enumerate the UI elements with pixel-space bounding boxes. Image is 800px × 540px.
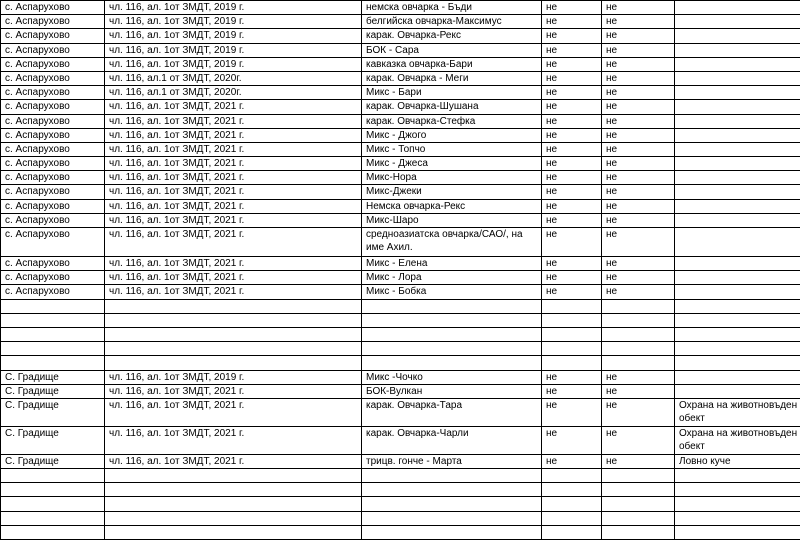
purpose-cell: [675, 257, 800, 271]
legal-basis-cell: чл. 116, ал. 1от ЗМДТ, 2021 г.: [105, 271, 362, 285]
flag-a-cell: не: [542, 228, 602, 257]
dog-breed-name-cell: Микс - Лора: [362, 271, 542, 285]
village-cell: [1, 327, 105, 341]
dog-breed-name-cell: БОК-Вулкан: [362, 384, 542, 398]
dog-breed-name-cell: [362, 313, 542, 327]
legal-basis-cell: чл. 116, ал.1 от ЗМДТ, 2020г.: [105, 86, 362, 100]
purpose-cell: [675, 43, 800, 57]
village-cell: [1, 342, 105, 356]
legal-basis-cell: чл. 116, ал. 1от ЗМДТ, 2019 г.: [105, 15, 362, 29]
village-cell: [1, 313, 105, 327]
dog-breed-name-cell: карак. Овчарка-Стефка: [362, 114, 542, 128]
dog-breed-name-cell: Микс - Бари: [362, 86, 542, 100]
flag-a-cell: не: [542, 384, 602, 398]
table-row: [1, 43, 800, 57]
table-row: [1, 384, 800, 398]
flag-a-cell: [542, 342, 602, 356]
village-cell: с. Аспарухово: [1, 142, 105, 156]
village-cell: с. Аспарухово: [1, 185, 105, 199]
village-cell: [1, 511, 105, 525]
purpose-cell: [675, 497, 800, 511]
purpose-cell: [675, 342, 800, 356]
legal-basis-cell: [105, 327, 362, 341]
legal-basis-cell: чл. 116, ал. 1от ЗМДТ, 2019 г.: [105, 57, 362, 71]
table-row: [1, 213, 800, 227]
legal-basis-cell: чл. 116, ал. 1от ЗМДТ, 2021 г.: [105, 185, 362, 199]
legal-basis-cell: чл. 116, ал.1 от ЗМДТ, 2020г.: [105, 71, 362, 85]
village-cell: с. Аспарухово: [1, 257, 105, 271]
dog-breed-name-cell: Микс - Джого: [362, 128, 542, 142]
village-cell: с. Аспарухово: [1, 199, 105, 213]
dog-breed-name-cell: карак. Овчарка - Меги: [362, 71, 542, 85]
flag-b-cell: [602, 497, 675, 511]
table-row: [1, 299, 800, 313]
flag-a-cell: [542, 356, 602, 370]
legal-basis-cell: [105, 497, 362, 511]
table-row: [1, 114, 800, 128]
purpose-cell: [675, 100, 800, 114]
purpose-cell: [675, 271, 800, 285]
purpose-cell: [675, 525, 800, 539]
flag-b-cell: не: [602, 100, 675, 114]
table-row: [1, 228, 800, 257]
flag-a-cell: не: [542, 86, 602, 100]
purpose-cell: [675, 171, 800, 185]
flag-a-cell: [542, 497, 602, 511]
legal-basis-cell: [105, 313, 362, 327]
village-cell: с. Аспарухово: [1, 57, 105, 71]
flag-a-cell: не: [542, 71, 602, 85]
purpose-cell: [675, 213, 800, 227]
village-cell: с. Аспарухово: [1, 71, 105, 85]
table-row: [1, 469, 800, 483]
table-row: [1, 71, 800, 85]
flag-a-cell: не: [542, 114, 602, 128]
purpose-cell: [675, 57, 800, 71]
flag-a-cell: [542, 299, 602, 313]
flag-b-cell: не: [602, 15, 675, 29]
dog-breed-name-cell: карак. Овчарка-Рекс: [362, 29, 542, 43]
flag-a-cell: не: [542, 128, 602, 142]
table-row: [1, 356, 800, 370]
table-row: [1, 171, 800, 185]
dog-breed-name-cell: [362, 342, 542, 356]
village-cell: с. Аспарухово: [1, 228, 105, 257]
table-row: [1, 370, 800, 384]
table-row: [1, 483, 800, 497]
village-cell: С. Градище: [1, 370, 105, 384]
purpose-cell: [675, 313, 800, 327]
table-row: [1, 128, 800, 142]
legal-basis-cell: чл. 116, ал. 1от ЗМДТ, 2021 г.: [105, 213, 362, 227]
dog-breed-name-cell: Микс -Чочко: [362, 370, 542, 384]
village-cell: с. Аспарухово: [1, 15, 105, 29]
dog-breed-name-cell: средноазиатска овчарка/САО/, на име Ахил.: [362, 228, 542, 257]
flag-b-cell: не: [602, 370, 675, 384]
table-row: [1, 15, 800, 29]
flag-a-cell: не: [542, 426, 602, 454]
village-cell: [1, 356, 105, 370]
purpose-cell: [675, 86, 800, 100]
table-row: [1, 313, 800, 327]
flag-b-cell: [602, 483, 675, 497]
dog-breed-name-cell: карак. Овчарка-Шушана: [362, 100, 542, 114]
table-row: [1, 342, 800, 356]
purpose-cell: [675, 128, 800, 142]
dog-breed-name-cell: белгийска овчарка-Максимус: [362, 15, 542, 29]
dog-breed-name-cell: Микс-Нора: [362, 171, 542, 185]
flag-b-cell: не: [602, 271, 675, 285]
flag-a-cell: [542, 511, 602, 525]
dog-breed-name-cell: [362, 511, 542, 525]
flag-b-cell: [602, 525, 675, 539]
flag-b-cell: [602, 327, 675, 341]
purpose-cell: [675, 327, 800, 341]
flag-a-cell: [542, 483, 602, 497]
legal-basis-cell: чл. 116, ал. 1от ЗМДТ, 2021 г.: [105, 128, 362, 142]
purpose-cell: [675, 299, 800, 313]
flag-a-cell: не: [542, 157, 602, 171]
flag-a-cell: не: [542, 199, 602, 213]
flag-a-cell: не: [542, 285, 602, 299]
table-row: [1, 86, 800, 100]
table-row: [1, 454, 800, 468]
dog-breed-name-cell: трицв. гонче - Марта: [362, 454, 542, 468]
flag-a-cell: не: [542, 213, 602, 227]
legal-basis-cell: чл. 116, ал. 1от ЗМДТ, 2019 г.: [105, 29, 362, 43]
flag-b-cell: не: [602, 43, 675, 57]
flag-a-cell: не: [542, 271, 602, 285]
dog-breed-name-cell: немска овчарка - Бъди: [362, 1, 542, 15]
table-row: [1, 257, 800, 271]
legal-basis-cell: чл. 116, ал. 1от ЗМДТ, 2019 г.: [105, 1, 362, 15]
purpose-cell: [675, 114, 800, 128]
dog-breed-name-cell: [362, 525, 542, 539]
flag-b-cell: [602, 511, 675, 525]
purpose-cell: [675, 384, 800, 398]
village-cell: с. Аспарухово: [1, 285, 105, 299]
village-cell: [1, 525, 105, 539]
village-cell: с. Аспарухово: [1, 213, 105, 227]
legal-basis-cell: чл. 116, ал. 1от ЗМДТ, 2021 г.: [105, 426, 362, 454]
flag-b-cell: не: [602, 213, 675, 227]
purpose-cell: [675, 469, 800, 483]
purpose-cell: Ловно куче: [675, 454, 800, 468]
table-row: [1, 426, 800, 454]
purpose-cell: [675, 15, 800, 29]
flag-a-cell: не: [542, 370, 602, 384]
flag-b-cell: не: [602, 228, 675, 257]
village-cell: [1, 483, 105, 497]
table-row: [1, 185, 800, 199]
flag-b-cell: не: [602, 157, 675, 171]
flag-a-cell: [542, 327, 602, 341]
legal-basis-cell: чл. 116, ал. 1от ЗМДТ, 2021 г.: [105, 257, 362, 271]
flag-a-cell: не: [542, 185, 602, 199]
village-cell: с. Аспарухово: [1, 157, 105, 171]
flag-b-cell: [602, 313, 675, 327]
legal-basis-cell: чл. 116, ал. 1от ЗМДТ, 2021 г.: [105, 398, 362, 426]
flag-a-cell: не: [542, 15, 602, 29]
purpose-cell: [675, 511, 800, 525]
table-row: [1, 327, 800, 341]
village-cell: с. Аспарухово: [1, 1, 105, 15]
table-row: [1, 525, 800, 539]
flag-b-cell: не: [602, 185, 675, 199]
village-cell: с. Аспарухово: [1, 271, 105, 285]
legal-basis-cell: [105, 469, 362, 483]
legal-basis-cell: [105, 483, 362, 497]
flag-a-cell: [542, 469, 602, 483]
dog-breed-name-cell: [362, 497, 542, 511]
table-row: [1, 157, 800, 171]
purpose-cell: [675, 370, 800, 384]
flag-b-cell: не: [602, 285, 675, 299]
legal-basis-cell: чл. 116, ал. 1от ЗМДТ, 2021 г.: [105, 384, 362, 398]
legal-basis-cell: чл. 116, ал. 1от ЗМДТ, 2021 г.: [105, 199, 362, 213]
village-cell: С. Градище: [1, 426, 105, 454]
table-row: [1, 100, 800, 114]
purpose-cell: [675, 142, 800, 156]
legal-basis-cell: чл. 116, ал. 1от ЗМДТ, 2021 г.: [105, 454, 362, 468]
flag-b-cell: [602, 356, 675, 370]
legal-basis-cell: чл. 116, ал. 1от ЗМДТ, 2021 г.: [105, 114, 362, 128]
legal-basis-cell: чл. 116, ал. 1от ЗМДТ, 2021 г.: [105, 142, 362, 156]
flag-b-cell: не: [602, 384, 675, 398]
dog-breed-name-cell: карак. Овчарка-Тара: [362, 398, 542, 426]
legal-basis-cell: чл. 116, ал. 1от ЗМДТ, 2021 г.: [105, 228, 362, 257]
flag-a-cell: не: [542, 1, 602, 15]
table-row: [1, 497, 800, 511]
dog-breed-name-cell: кавказка овчарка-Бари: [362, 57, 542, 71]
flag-b-cell: не: [602, 128, 675, 142]
dog-breed-name-cell: [362, 299, 542, 313]
flag-a-cell: не: [542, 398, 602, 426]
flag-a-cell: не: [542, 171, 602, 185]
purpose-cell: [675, 356, 800, 370]
legal-basis-cell: чл. 116, ал. 1от ЗМДТ, 2019 г.: [105, 370, 362, 384]
flag-a-cell: не: [542, 43, 602, 57]
flag-b-cell: не: [602, 1, 675, 15]
legal-basis-cell: [105, 511, 362, 525]
table-row: [1, 142, 800, 156]
flag-b-cell: не: [602, 29, 675, 43]
purpose-cell: [675, 185, 800, 199]
village-cell: С. Градище: [1, 384, 105, 398]
table-row: [1, 271, 800, 285]
flag-b-cell: не: [602, 171, 675, 185]
dog-breed-name-cell: Микс - Джеса: [362, 157, 542, 171]
dog-breed-name-cell: Микс - Елена: [362, 257, 542, 271]
table-row: [1, 199, 800, 213]
table-row: [1, 1, 800, 15]
table-row: [1, 285, 800, 299]
legal-basis-cell: чл. 116, ал. 1от ЗМДТ, 2021 г.: [105, 171, 362, 185]
table-row: [1, 29, 800, 43]
purpose-cell: Охрана на животновъден обект: [675, 398, 800, 426]
village-cell: [1, 299, 105, 313]
flag-b-cell: [602, 299, 675, 313]
village-cell: с. Аспарухово: [1, 43, 105, 57]
table-row: [1, 511, 800, 525]
dog-breed-name-cell: [362, 327, 542, 341]
flag-a-cell: не: [542, 57, 602, 71]
flag-b-cell: не: [602, 426, 675, 454]
flag-a-cell: не: [542, 100, 602, 114]
dog-breed-name-cell: [362, 483, 542, 497]
dog-breed-name-cell: Немска овчарка-Рекс: [362, 199, 542, 213]
flag-b-cell: не: [602, 114, 675, 128]
village-cell: С. Градище: [1, 454, 105, 468]
flag-a-cell: не: [542, 142, 602, 156]
dog-breed-name-cell: Микс-Шаро: [362, 213, 542, 227]
table-row: [1, 398, 800, 426]
village-cell: с. Аспарухово: [1, 171, 105, 185]
purpose-cell: [675, 285, 800, 299]
flag-b-cell: не: [602, 142, 675, 156]
dog-breed-name-cell: [362, 356, 542, 370]
purpose-cell: [675, 71, 800, 85]
dog-breed-name-cell: [362, 469, 542, 483]
legal-basis-cell: [105, 356, 362, 370]
legal-basis-cell: чл. 116, ал. 1от ЗМДТ, 2021 г.: [105, 285, 362, 299]
village-cell: [1, 497, 105, 511]
purpose-cell: [675, 29, 800, 43]
flag-a-cell: не: [542, 454, 602, 468]
purpose-cell: [675, 483, 800, 497]
village-cell: с. Аспарухово: [1, 29, 105, 43]
dog-breed-name-cell: БОК - Сара: [362, 43, 542, 57]
dog-breed-name-cell: Микс - Топчо: [362, 142, 542, 156]
legal-basis-cell: [105, 299, 362, 313]
flag-a-cell: не: [542, 257, 602, 271]
village-cell: С. Градище: [1, 398, 105, 426]
dog-breed-name-cell: Микс-Джеки: [362, 185, 542, 199]
purpose-cell: [675, 1, 800, 15]
purpose-cell: [675, 228, 800, 257]
village-cell: с. Аспарухово: [1, 114, 105, 128]
flag-a-cell: [542, 313, 602, 327]
flag-b-cell: не: [602, 199, 675, 213]
flag-a-cell: не: [542, 29, 602, 43]
purpose-cell: [675, 199, 800, 213]
flag-b-cell: [602, 469, 675, 483]
flag-b-cell: не: [602, 86, 675, 100]
dog-breed-name-cell: карак. Овчарка-Чарли: [362, 426, 542, 454]
purpose-cell: [675, 157, 800, 171]
legal-basis-cell: чл. 116, ал. 1от ЗМДТ, 2019 г.: [105, 43, 362, 57]
legal-basis-cell: чл. 116, ал. 1от ЗМДТ, 2021 г.: [105, 157, 362, 171]
flag-a-cell: [542, 525, 602, 539]
village-cell: с. Аспарухово: [1, 86, 105, 100]
village-cell: с. Аспарухово: [1, 100, 105, 114]
flag-b-cell: не: [602, 71, 675, 85]
registry-table-body: [1, 1, 800, 540]
purpose-cell: Охрана на животновъден обект: [675, 426, 800, 454]
legal-basis-cell: чл. 116, ал. 1от ЗМДТ, 2021 г.: [105, 100, 362, 114]
table-row: [1, 57, 800, 71]
legal-basis-cell: [105, 342, 362, 356]
village-cell: с. Аспарухово: [1, 128, 105, 142]
flag-b-cell: не: [602, 57, 675, 71]
flag-b-cell: не: [602, 454, 675, 468]
village-cell: [1, 469, 105, 483]
flag-b-cell: не: [602, 398, 675, 426]
flag-b-cell: не: [602, 257, 675, 271]
flag-b-cell: [602, 342, 675, 356]
legal-basis-cell: [105, 525, 362, 539]
dog-breed-name-cell: Микс - Бобка: [362, 285, 542, 299]
